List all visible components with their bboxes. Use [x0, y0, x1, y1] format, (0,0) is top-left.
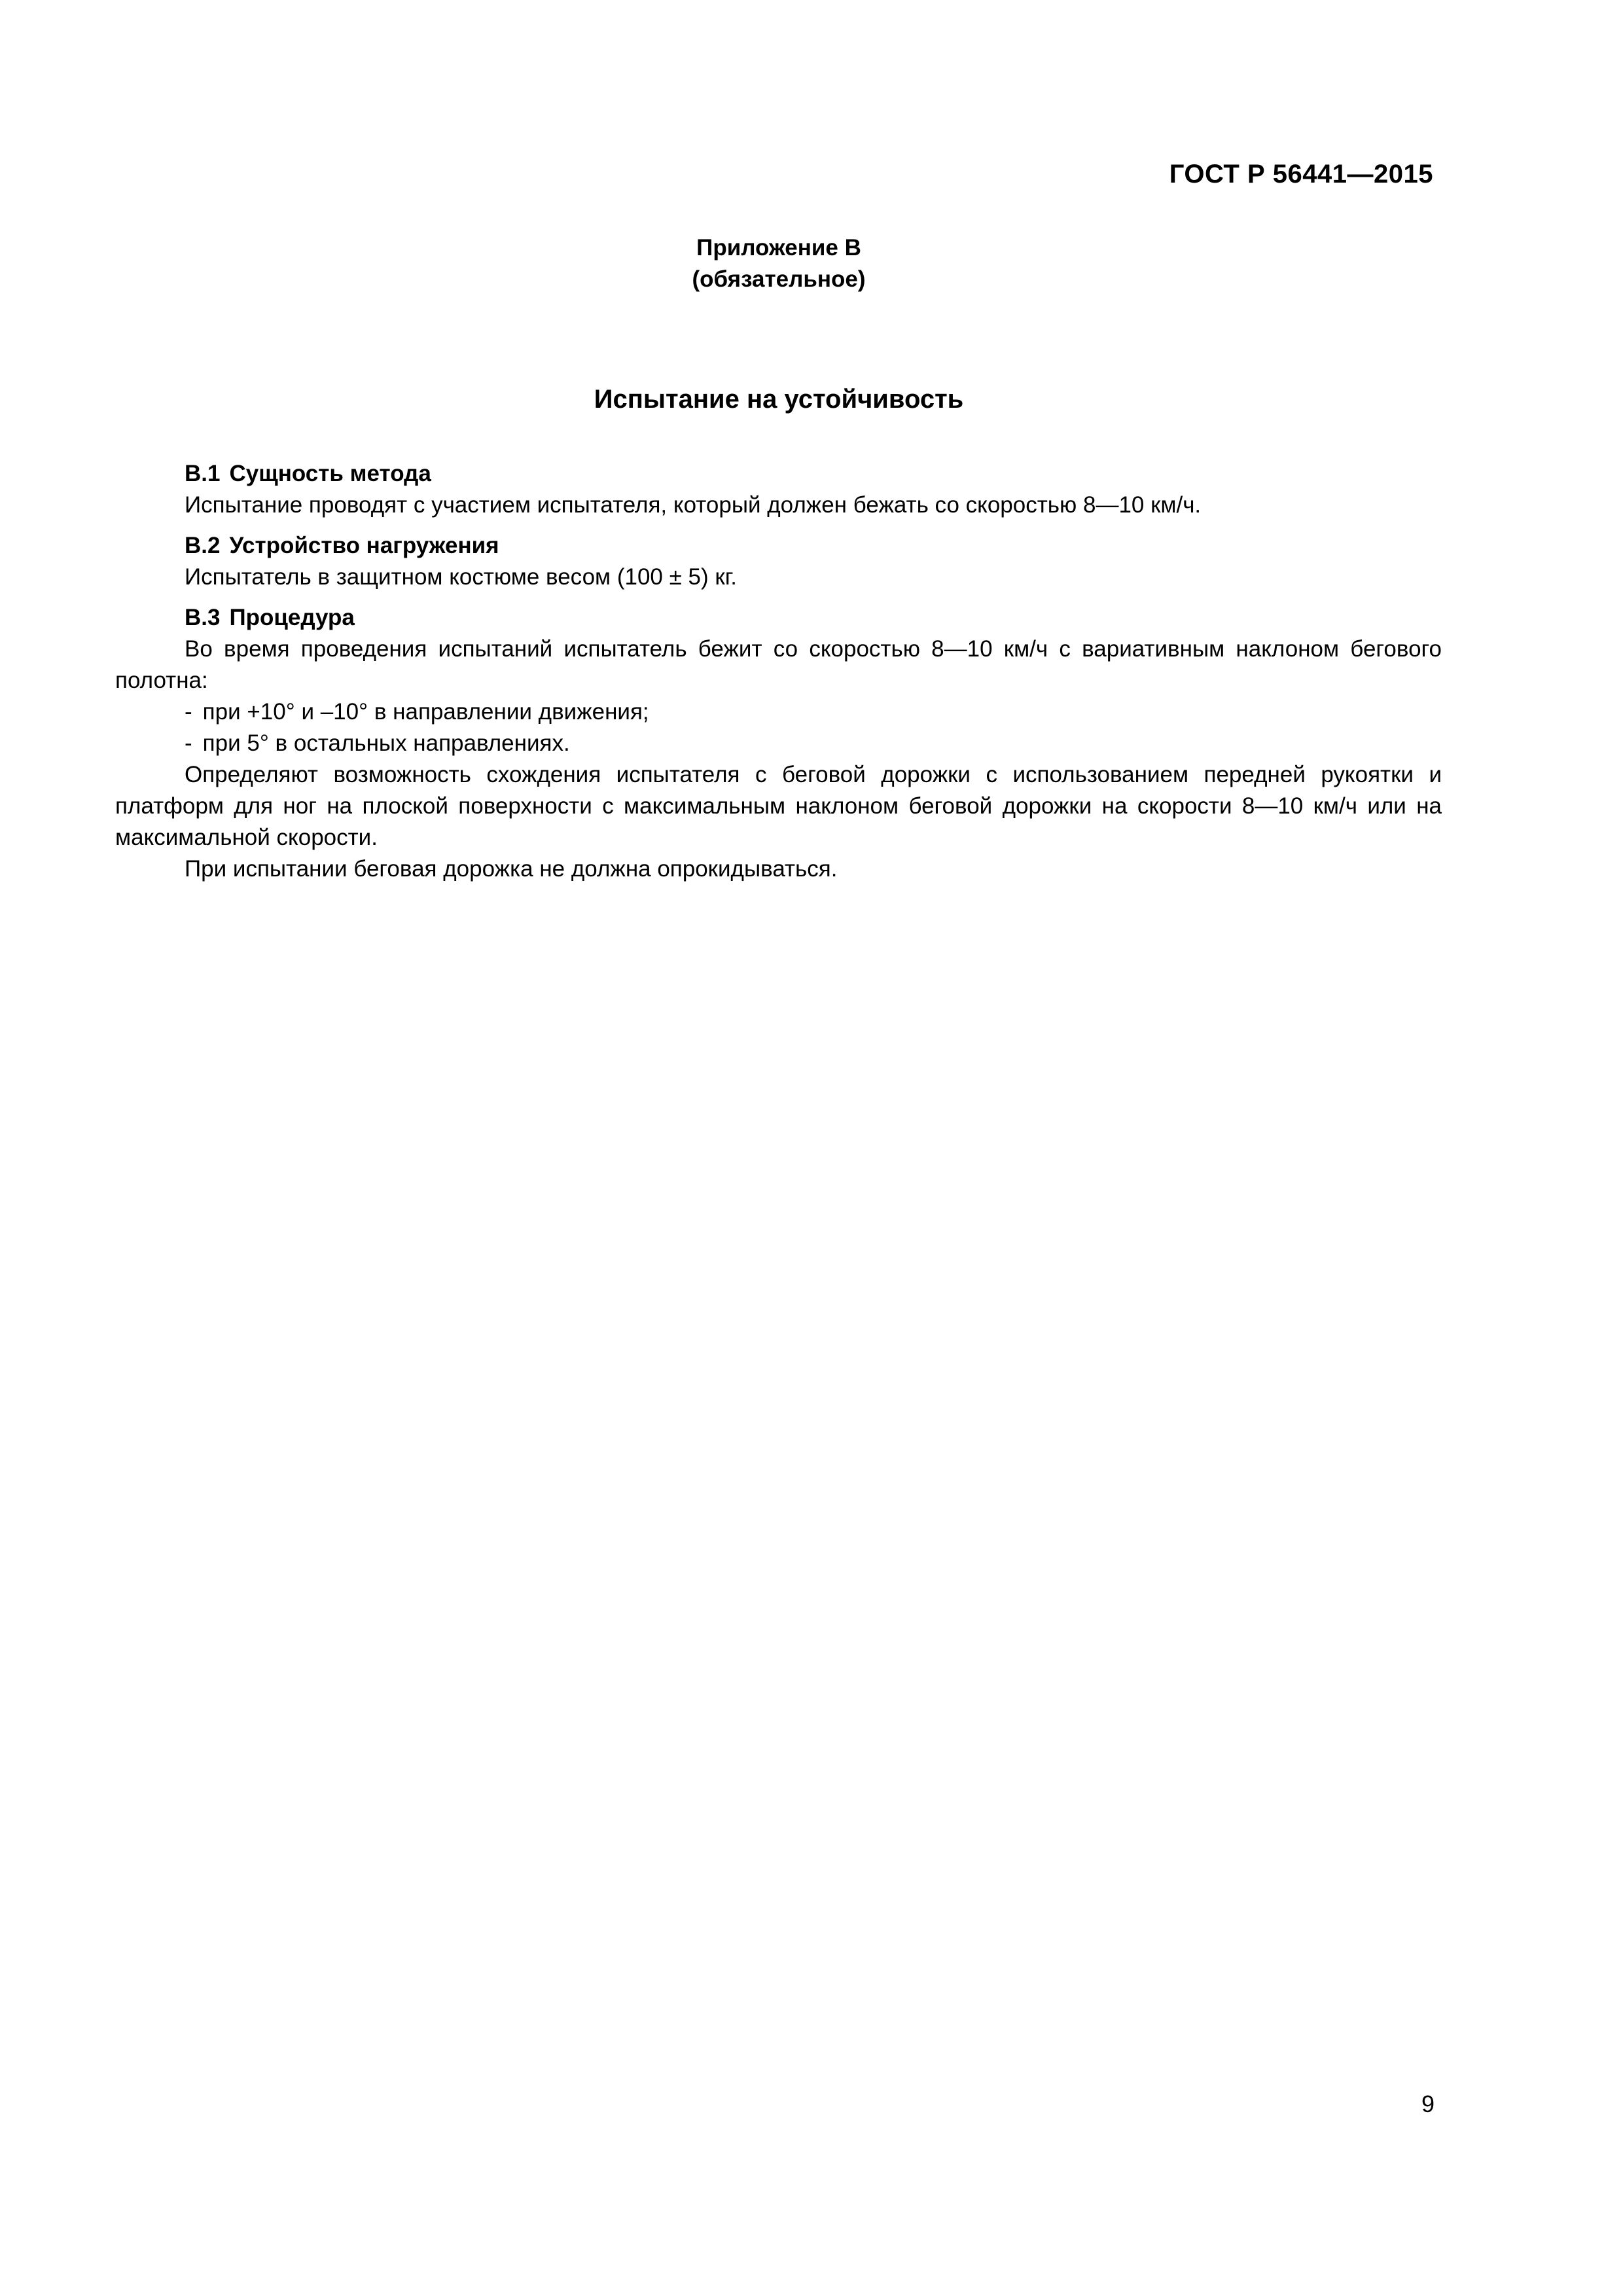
list-marker: -	[185, 699, 192, 725]
page-number: 9	[1421, 2090, 1435, 2117]
annex-title: Испытание на устойчивость	[594, 385, 964, 414]
standard-number: ГОСТ Р 56441—2015	[1169, 160, 1433, 188]
list-item-text: при 5° в остальных направлениях.	[202, 730, 570, 756]
document-body	[115, 458, 1442, 885]
paragraph: Испытание проводят с участием испытателя, который должен бежать со скоростью 8—10 км/ч.	[185, 492, 1202, 518]
section-number: В.1	[185, 461, 221, 486]
section-heading	[115, 458, 1442, 490]
paragraph: Во время проведения испытаний испытатель бежит со скоростью 8—10 км/ч с вариативным наклоном бегового полотна:	[115, 636, 1442, 693]
section-heading	[115, 530, 1442, 562]
paragraph: При испытании беговая дорожка не должна опрокидываться.	[185, 856, 838, 882]
section-title: Устройство нагружения	[229, 533, 499, 558]
list-item	[115, 696, 1442, 728]
section-title: Процедура	[229, 605, 355, 630]
section-number: В.2	[185, 533, 221, 558]
list-item-text: при +10° и –10° в направлении движения;	[202, 699, 649, 725]
section-heading	[115, 602, 1442, 634]
section-title: Сущность метода	[229, 461, 431, 486]
section-number: В.3	[185, 605, 221, 630]
annex-status: (обязательное)	[692, 266, 866, 292]
annex-label: Приложение В	[696, 235, 861, 260]
list-item	[115, 728, 1442, 759]
paragraph: Испытатель в защитном костюме весом (100 ± 5) кг.	[185, 564, 737, 590]
list-marker: -	[185, 730, 192, 756]
annex-heading	[0, 232, 1558, 295]
paragraph: Определяют возможность схождения испытателя с беговой дорожки с использованием передней рукоятки и платформ для ног на плоской поверхности с максимальным наклоном беговой дорожки на скорости 8—10 км/ч или на максимальной скорости.	[115, 762, 1442, 850]
